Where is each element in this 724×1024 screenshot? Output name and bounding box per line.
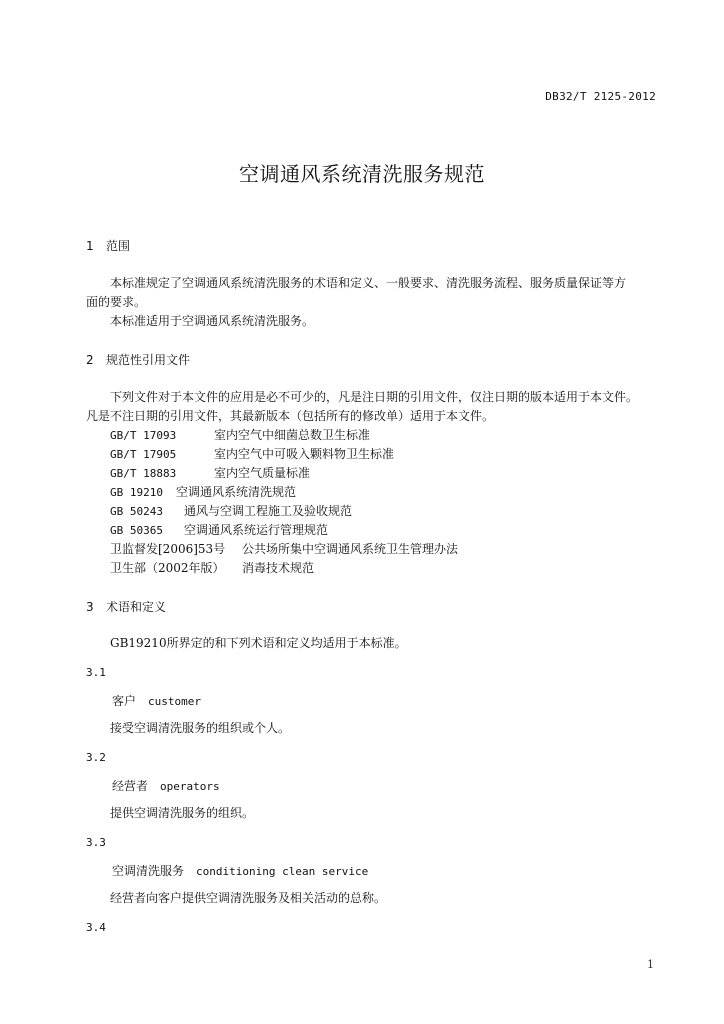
section-title: 规范性引用文件 xyxy=(106,353,191,367)
section-title: 术语和定义 xyxy=(106,600,167,614)
reference-title: 室内空气中可吸入颗料物卫生标准 xyxy=(214,447,395,461)
reference-title: 室内空气中细菌总数卫生标准 xyxy=(214,428,371,442)
term-english: operators xyxy=(160,780,220,793)
section-1-paragraph-1-line-1: 本标准规定了空调通风系统清洗服务的术语和定义、一般要求、清洗服务流程、服务质量保证等方 xyxy=(110,276,627,290)
term-number: 3.4 xyxy=(86,921,106,934)
section-title: 范围 xyxy=(106,239,131,253)
reference-item xyxy=(110,426,370,445)
document-title: 空调通风系统清洗服务规范 xyxy=(239,162,485,186)
reference-item xyxy=(110,559,314,577)
term-heading xyxy=(112,862,368,879)
term-english: customer xyxy=(148,695,201,708)
section-1-paragraph-2: 本标准适用于空调通风系统清洗服务。 xyxy=(110,314,315,328)
term-definition: 经营者向客户提供空调清洗服务及相关活动的总称。 xyxy=(110,891,387,905)
term-number: 3.3 xyxy=(86,836,106,849)
reference-code: GB/T 18883 xyxy=(110,467,177,480)
reference-item xyxy=(110,521,328,540)
section-1-paragraph-1-line-2: 面的要求。 xyxy=(86,295,147,309)
term-heading xyxy=(112,692,201,709)
term-chinese: 经营者 xyxy=(112,779,149,793)
reference-item xyxy=(110,445,394,464)
reference-title: 消毒技术规范 xyxy=(242,561,315,575)
term-heading xyxy=(112,777,220,794)
reference-code: GB 50243 xyxy=(110,505,163,518)
reference-title: 空调通风系统运行管理规范 xyxy=(184,523,329,537)
section-2-paragraph-line-1: 下列文件对于本文件的应用是必不可少的，凡是注日期的引用文件，仅注日期的版本适用于本文件。 xyxy=(110,390,639,404)
reference-code: GB 50365 xyxy=(110,524,163,537)
reference-title: 室内空气质量标准 xyxy=(214,466,311,480)
section-2-paragraph-line-2: 凡是不注日期的引用文件，其最新版本（包括所有的修改单）适用于本文件。 xyxy=(86,409,495,423)
reference-item xyxy=(110,464,310,483)
reference-item xyxy=(110,540,458,558)
section-number: 1 xyxy=(86,239,94,253)
section-number: 2 xyxy=(86,353,94,367)
page-number: 1 xyxy=(647,958,654,971)
term-definition: 接受空调清洗服务的组织或个人。 xyxy=(110,721,291,735)
section-2-heading xyxy=(86,351,190,368)
reference-title: 空调通风系统清洗规范 xyxy=(176,485,297,499)
section-3-intro: GB19210所界定的和下列术语和定义均适用于本标准。 xyxy=(110,636,407,650)
reference-code: 卫生部（2002年版） xyxy=(110,561,225,575)
reference-code: 卫监督发[2006]53号 xyxy=(110,542,226,556)
reference-item xyxy=(110,502,352,521)
reference-code: GB/T 17905 xyxy=(110,448,177,461)
term-definition: 提供空调清洗服务的组织。 xyxy=(110,806,255,820)
reference-code: GB/T 17093 xyxy=(110,429,177,442)
reference-title: 通风与空调工程施工及验收规范 xyxy=(184,504,353,518)
standard-code: DB32/T 2125-2012 xyxy=(545,90,656,103)
term-english: conditioning clean service xyxy=(196,865,369,878)
section-3-heading xyxy=(86,598,166,615)
reference-code: GB 19210 xyxy=(110,486,163,499)
section-1-heading xyxy=(86,237,130,254)
term-chinese: 空调清洗服务 xyxy=(112,864,185,878)
term-number: 3.1 xyxy=(86,666,106,679)
reference-title: 公共场所集中空调通风系统卫生管理办法 xyxy=(242,542,459,556)
term-chinese: 客户 xyxy=(112,694,137,708)
section-number: 3 xyxy=(86,600,94,614)
term-number: 3.2 xyxy=(86,751,106,764)
reference-item xyxy=(110,483,296,502)
